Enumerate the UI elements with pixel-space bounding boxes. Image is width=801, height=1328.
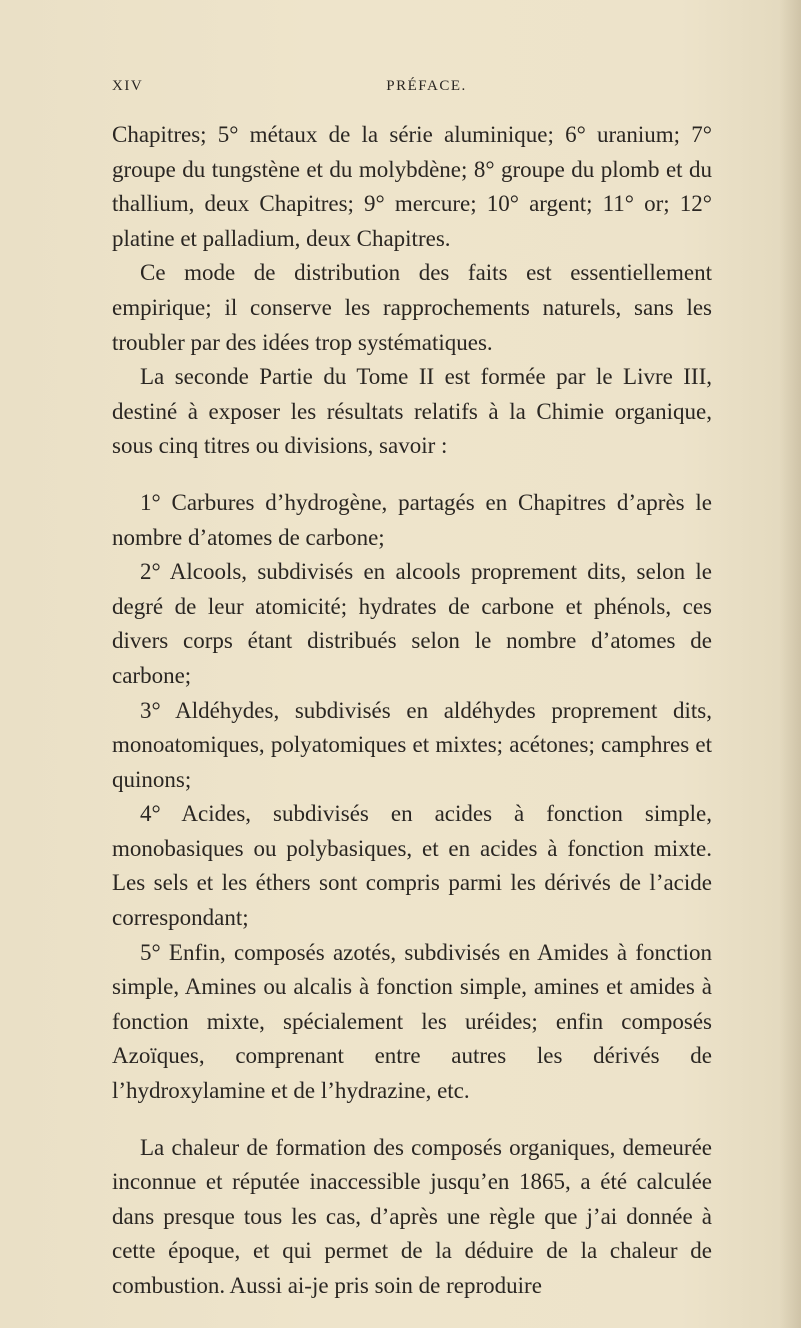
paragraph-mode-distribution: Ce mode de distribution des faits est essentiellement empirique; il conserve les rapprochements naturels, sans les troubler par des idées trop systématiques. <box>112 260 712 355</box>
list-item-carbures: 1° Carbures d’hydrogène, partagés en Chapitres d’après le nombre d’atomes de carbone; <box>112 489 712 550</box>
paragraph-seconde-partie: La seconde Partie du Tome II est formée par le Livre III, destiné à exposer les résultats relatifs à la Chimie organique, sous cinq titres ou divisions, savoir : <box>112 364 712 459</box>
list-item-alcools: 2° Alcools, subdivisés en alcools proprement dits, selon le degré de leur atomicité; hydrates de carbone et phénols, ces divers corps étant distribués selon le nombre d’atomes de carbone; <box>112 559 712 688</box>
page-edge-shadow <box>779 0 801 1328</box>
paragraph-chaleur-formation: La chaleur de formation des composés organiques, demeurée inconnue et réputée inaccessible jusqu’en 1865, a été calculée dans presque tous les cas, d’après une règle que j’ai donnée à cette époque, et qui permet de la déduire de la chaleur de combustion. Aussi ai-je pris soin de reproduire <box>112 1134 712 1298</box>
list-item-composes-azotes: 5° Enfin, composés azotés, subdivisés en Amides à fonction simple, Amines ou alcalis à fonction simple, amines et amides à fonction mixte, spécialement les uréides; enfin composés Azoïques, comprenant entre autres les dérivés de l’hydroxylamine et de l’hydrazine, etc. <box>112 939 712 1104</box>
running-head <box>112 78 701 100</box>
running-title: PRÉFACE. <box>386 78 467 94</box>
list-item-acides: 4° Acides, subdivisés en acides à fonction simple, monobasiques ou polybasiques, et en acides à fonction mixte. Les sels et les éthers sont compris parmi les dérivés de l’acide correspondant; <box>112 801 712 931</box>
list-item-aldehydes: 3° Aldéhydes, subdivisés en aldéhydes proprement dits, monoatomiques, polyatomiques et mixtes; acétones; camphres et quinons; <box>112 697 712 792</box>
paragraph-chapitres: Chapitres; 5° métaux de la série aluminique; 6° uranium; 7° groupe du tungstène et du molybdène; 8° groupe du plomb et du thallium, deux Chapitres; 9° mercure; 10° argent; 11° or; 12° platine et palladium, deux Chapitres. <box>112 122 712 251</box>
body-text <box>112 118 712 1304</box>
page-number: XIV <box>112 78 144 94</box>
